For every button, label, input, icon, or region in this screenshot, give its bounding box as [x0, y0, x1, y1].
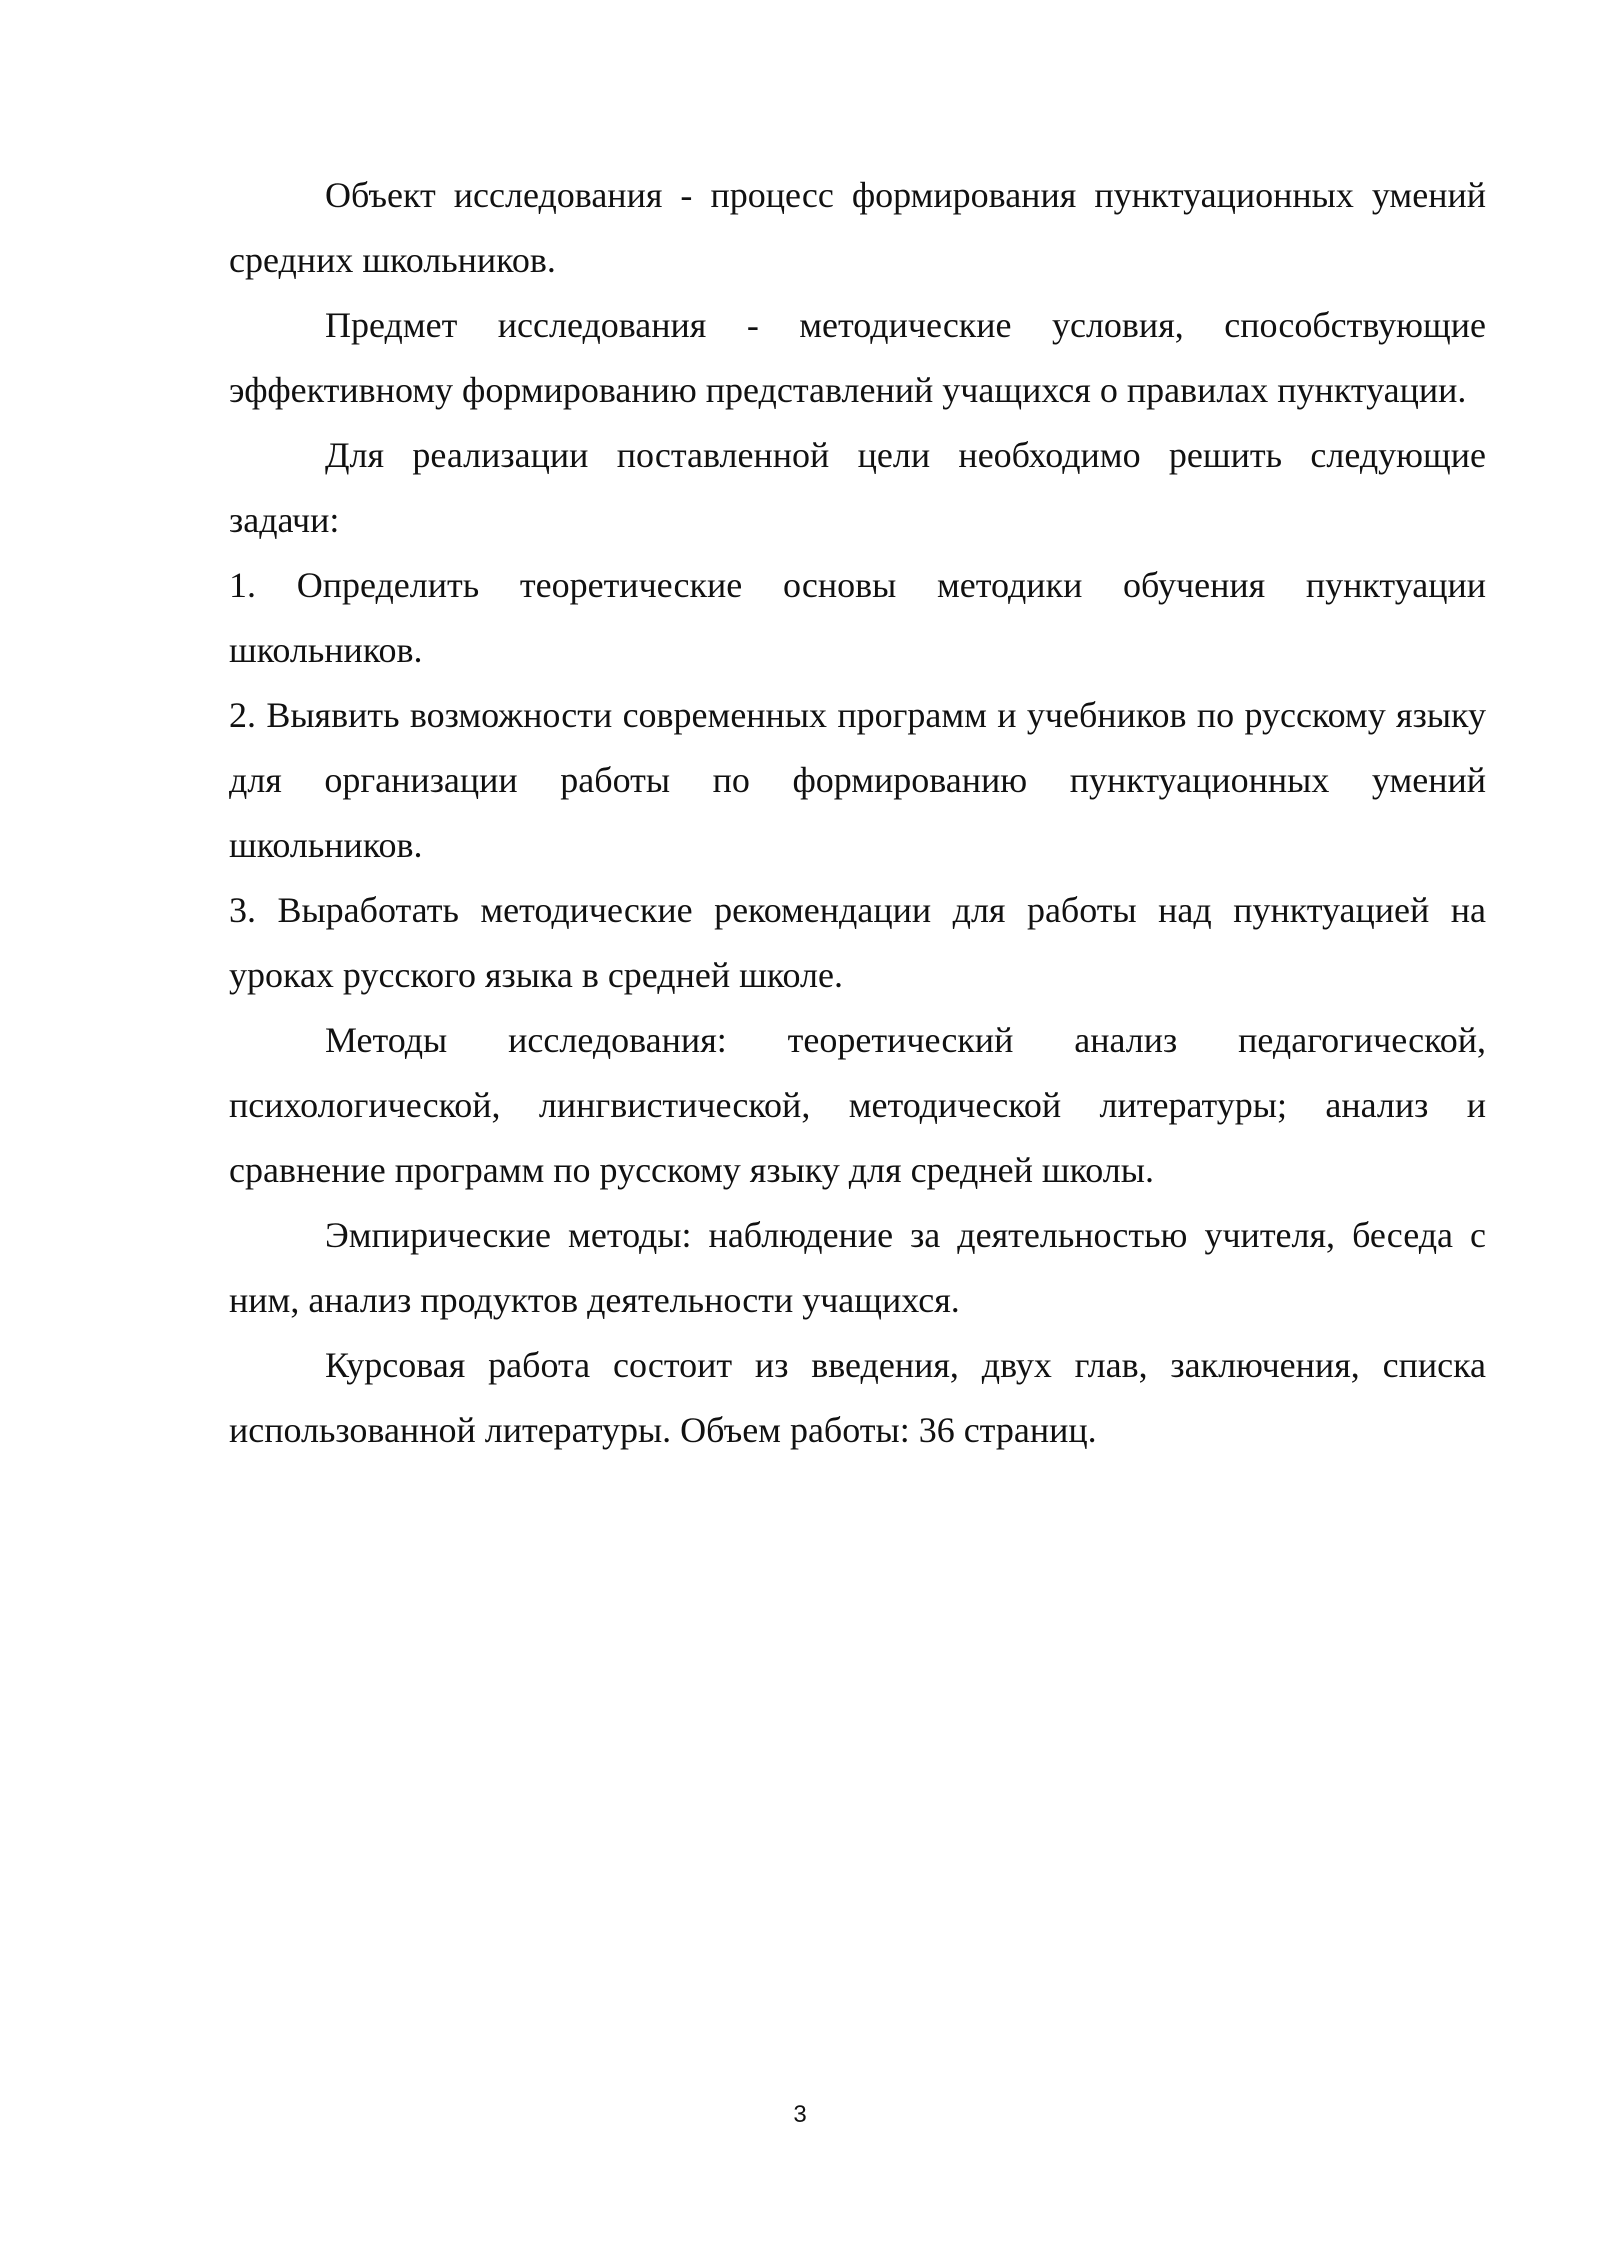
- paragraph-empirical-methods: Эмпирические методы: наблюдение за деятельностью учителя, беседа с ним, анализ продуктов деятельности учащихся.: [229, 1215, 1486, 1320]
- paragraph-tasks-intro: Для реализации поставленной цели необходимо решить следующие задачи:: [229, 435, 1486, 540]
- paragraph-object: Объект исследования - процесс формирования пунктуационных умений средних школьников.: [229, 175, 1486, 280]
- paragraph-methods: Методы исследования: теоретический анализ педагогической, психологической, лингвистической, методической литературы; анализ и сравнение программ по русскому языку для средней школы.: [229, 1020, 1486, 1190]
- paragraph-task-1: 1. Определить теоретические основы методики обучения пунктуации школьников.: [229, 565, 1486, 670]
- body-text: [229, 163, 1486, 1463]
- paragraph-structure: Курсовая работа состоит из введения, двух глав, заключения, списка использованной литературы. Объем работы: 36 страниц.: [229, 1345, 1486, 1450]
- page-number: 3: [793, 2101, 807, 2128]
- paragraph-subject: Предмет исследования - методические условия, способствующие эффективному формированию представлений учащихся о правилах пунктуации.: [229, 305, 1486, 410]
- paragraph-task-3: 3. Выработать методические рекомендации для работы над пунктуацией на уроках русского языка в средней школе.: [229, 890, 1486, 995]
- paragraph-task-2: 2. Выявить возможности современных программ и учебников по русскому языку для организации работы по формированию пунктуационных умений школьников.: [229, 695, 1486, 865]
